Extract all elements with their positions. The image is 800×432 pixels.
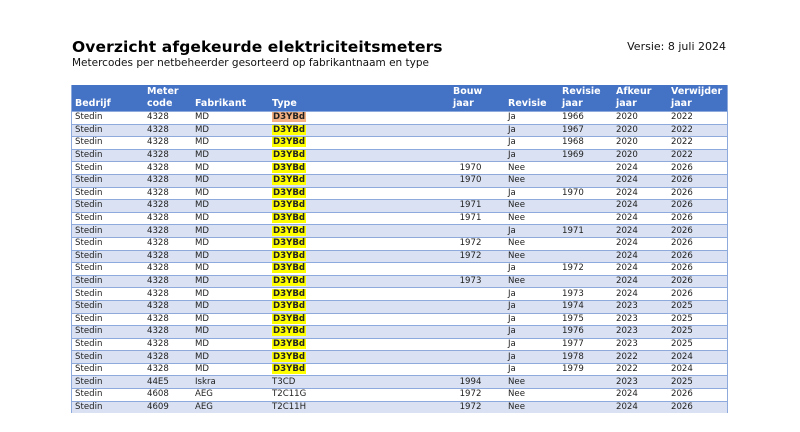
column-header-line1 [195,86,269,98]
cell-bouwjaar [450,149,505,162]
cell-afkeurjaar: 2023 [613,326,668,339]
cell-revisie: Nee [505,376,559,389]
column-header-line1: Meter [147,86,179,97]
version-date: Versie: 8 juli 2024 [627,40,726,53]
cell-type [269,326,450,339]
cell-revisie: Nee [505,200,559,213]
cell-revisie: Ja [505,288,559,301]
column-header-line2: Fabrikant [195,98,247,109]
cell-afkeurjaar: 2020 [613,137,668,150]
cell-verwijderjaar: 2025 [668,326,727,339]
cell-bouwjaar [450,137,505,150]
cell-type [269,250,450,263]
cell-metercode: 4328 [144,174,192,187]
cell-fabrikant: MD [192,338,269,351]
cell-revisie: Ja [505,187,559,200]
meters-table [72,85,727,413]
type-highlight: D3YBd [273,338,306,349]
cell-metercode: 4328 [144,212,192,225]
table-row [72,124,727,137]
column-header-line1: Bouw [453,86,483,97]
cell-verwijderjaar: 2022 [668,124,727,137]
cell-bedrijf: Stedin [72,363,144,376]
cell-revisiejaar: 1975 [559,313,613,326]
cell-verwijderjaar: 2026 [668,225,727,238]
column-header [559,85,613,112]
cell-revisie: Ja [505,124,559,137]
cell-revisiejaar: 1977 [559,338,613,351]
cell-bouwjaar [450,187,505,200]
table-row [72,288,727,301]
column-header-line2: jaar [562,98,583,109]
cell-fabrikant: MD [192,313,269,326]
cell-afkeurjaar: 2022 [613,351,668,364]
table-row [72,389,727,402]
cell-bouwjaar [450,300,505,313]
cell-fabrikant: MD [192,363,269,376]
cell-type [269,174,450,187]
table-row [72,149,727,162]
cell-bouwjaar [450,112,505,125]
cell-metercode: 4328 [144,275,192,288]
cell-bouwjaar: 1972 [450,250,505,263]
cell-metercode: 4328 [144,137,192,150]
cell-fabrikant: MD [192,288,269,301]
column-header-line2: Revisie [508,98,547,109]
cell-revisiejaar: 1967 [559,124,613,137]
cell-fabrikant: Iskra [192,376,269,389]
cell-revisie: Ja [505,313,559,326]
cell-revisiejaar [559,250,613,263]
cell-afkeurjaar: 2024 [613,162,668,175]
table-row [72,275,727,288]
cell-revisie: Nee [505,174,559,187]
cell-metercode: 4328 [144,288,192,301]
cell-bedrijf: Stedin [72,376,144,389]
cell-type [269,300,450,313]
cell-fabrikant: MD [192,174,269,187]
cell-type [269,162,450,175]
cell-verwijderjaar: 2026 [668,174,727,187]
cell-revisiejaar: 1972 [559,263,613,276]
cell-verwijderjaar: 2024 [668,363,727,376]
cell-verwijderjaar: 2026 [668,288,727,301]
cell-verwijderjaar: 2025 [668,338,727,351]
cell-bedrijf: Stedin [72,225,144,238]
cell-fabrikant: MD [192,275,269,288]
table-row [72,162,727,175]
cell-revisie: Ja [505,225,559,238]
cell-bedrijf: Stedin [72,112,144,125]
cell-bouwjaar: 1973 [450,275,505,288]
cell-verwijderjaar: 2022 [668,149,727,162]
table-row [72,212,727,225]
cell-type [269,263,450,276]
cell-bouwjaar [450,288,505,301]
column-header [613,85,668,112]
cell-fabrikant: MD [192,124,269,137]
cell-revisiejaar [559,174,613,187]
type-highlight: D3YBd [273,288,306,299]
type-highlight: D3YBd [273,276,306,287]
cell-verwijderjaar: 2026 [668,200,727,213]
cell-fabrikant: MD [192,237,269,250]
cell-revisie: Ja [505,112,559,125]
type-highlight: D3YBd [273,351,306,362]
cell-bedrijf: Stedin [72,137,144,150]
column-header [72,85,144,112]
cell-verwijderjaar: 2026 [668,187,727,200]
cell-bedrijf: Stedin [72,149,144,162]
cell-type [269,351,450,364]
cell-afkeurjaar: 2024 [613,225,668,238]
cell-revisiejaar [559,162,613,175]
cell-metercode: 4328 [144,124,192,137]
cell-type [269,363,450,376]
column-header-line2: code [147,98,173,109]
cell-metercode: 4328 [144,326,192,339]
type-highlight: D3YBd [273,313,306,324]
cell-verwijderjaar: 2026 [668,250,727,263]
cell-fabrikant: MD [192,200,269,213]
type-highlight: D3YBd [273,162,306,173]
cell-afkeurjaar: 2022 [613,363,668,376]
cell-afkeurjaar: 2020 [613,124,668,137]
cell-fabrikant: MD [192,225,269,238]
document-title: Overzicht afgekeurde elektriciteitsmeters [72,38,443,56]
cell-afkeurjaar: 2024 [613,250,668,263]
cell-bedrijf: Stedin [72,275,144,288]
cell-fabrikant: MD [192,137,269,150]
cell-bouwjaar: 1994 [450,376,505,389]
cell-bouwjaar [450,363,505,376]
cell-afkeurjaar: 2024 [613,275,668,288]
cell-revisie: Ja [505,326,559,339]
cell-fabrikant: MD [192,300,269,313]
cell-type [269,275,450,288]
table-row [72,137,727,150]
cell-metercode: 4608 [144,389,192,402]
table-row [72,237,727,250]
cell-bouwjaar: 1972 [450,401,505,413]
cell-revisiejaar: 1978 [559,351,613,364]
cell-revisie: Nee [505,237,559,250]
column-header [144,85,192,112]
type-highlight: D3YBd [273,301,306,312]
cell-revisiejaar: 1974 [559,300,613,313]
cell-afkeurjaar: 2023 [613,300,668,313]
cell-revisie: Ja [505,300,559,313]
cell-fabrikant: MD [192,187,269,200]
cell-afkeurjaar: 2024 [613,237,668,250]
cell-verwijderjaar: 2026 [668,162,727,175]
cell-revisiejaar [559,376,613,389]
cell-type [269,149,450,162]
column-header [505,85,559,112]
cell-afkeurjaar: 2024 [613,401,668,413]
table-row [72,351,727,364]
cell-type [269,187,450,200]
cell-metercode: 4328 [144,363,192,376]
cell-verwijderjaar: 2026 [668,263,727,276]
cell-bedrijf: Stedin [72,351,144,364]
cell-type [269,338,450,351]
cell-bedrijf: Stedin [72,263,144,276]
type-highlight: D3YBd [273,225,306,236]
cell-afkeurjaar: 2023 [613,376,668,389]
cell-metercode: 4328 [144,250,192,263]
cell-afkeurjaar: 2023 [613,338,668,351]
cell-fabrikant: AEG [192,389,269,402]
cell-revisie: Nee [505,250,559,263]
cell-afkeurjaar: 2023 [613,313,668,326]
cell-revisie: Ja [505,351,559,364]
type-highlight: D3YBd [273,263,306,274]
cell-revisiejaar [559,389,613,402]
cell-revisie: Nee [505,389,559,402]
cell-verwijderjaar: 2024 [668,351,727,364]
cell-bouwjaar [450,351,505,364]
cell-revisie: Ja [505,137,559,150]
table-row [72,338,727,351]
column-header-line2: jaar [453,98,474,109]
cell-verwijderjaar: 2022 [668,137,727,150]
type-highlight: D3YBd [273,200,306,211]
cell-verwijderjaar: 2025 [668,376,727,389]
cell-fabrikant: MD [192,263,269,276]
table-row [72,376,727,389]
cell-bouwjaar [450,326,505,339]
cell-type: T2C11G [269,389,450,402]
table-row [72,313,727,326]
table-body [72,112,727,414]
table-row [72,263,727,276]
cell-revisiejaar: 1968 [559,137,613,150]
cell-verwijderjaar: 2022 [668,112,727,125]
cell-type [269,200,450,213]
cell-revisie: Ja [505,149,559,162]
cell-bouwjaar [450,225,505,238]
cell-verwijderjaar: 2026 [668,212,727,225]
cell-bedrijf: Stedin [72,200,144,213]
cell-bouwjaar [450,338,505,351]
cell-type [269,313,450,326]
cell-metercode: 4328 [144,225,192,238]
cell-revisie: Nee [505,162,559,175]
type-highlight: D3YBd [273,187,306,198]
cell-verwijderjaar: 2026 [668,401,727,413]
table-row [72,112,727,125]
cell-metercode: 4328 [144,149,192,162]
cell-bedrijf: Stedin [72,162,144,175]
cell-type [269,288,450,301]
cell-afkeurjaar: 2020 [613,149,668,162]
cell-verwijderjaar: 2026 [668,389,727,402]
cell-fabrikant: MD [192,250,269,263]
cell-revisie: Ja [505,363,559,376]
cell-revisiejaar: 1970 [559,187,613,200]
column-header-line1 [508,86,559,98]
type-highlight: D3YBd [273,364,306,375]
type-highlight: D3YBd [273,213,306,224]
cell-revisiejaar [559,237,613,250]
cell-revisie: Nee [505,212,559,225]
column-header-line1: Afkeur [616,86,652,97]
table-row [72,326,727,339]
table-row [72,250,727,263]
cell-revisiejaar: 1973 [559,288,613,301]
cell-type [269,212,450,225]
meters-table-container [71,85,728,413]
table-row [72,225,727,238]
cell-revisie: Nee [505,401,559,413]
cell-fabrikant: MD [192,351,269,364]
cell-fabrikant: MD [192,212,269,225]
cell-bouwjaar [450,124,505,137]
column-header [668,85,727,112]
cell-verwijderjaar: 2026 [668,275,727,288]
cell-bedrijf: Stedin [72,313,144,326]
cell-metercode: 4328 [144,200,192,213]
cell-bedrijf: Stedin [72,300,144,313]
table-row [72,401,727,413]
cell-afkeurjaar: 2024 [613,174,668,187]
cell-bedrijf: Stedin [72,187,144,200]
cell-bedrijf: Stedin [72,389,144,402]
cell-bouwjaar [450,263,505,276]
type-highlight: D3YBd [273,112,306,123]
cell-revisiejaar [559,401,613,413]
cell-bouwjaar: 1971 [450,212,505,225]
cell-metercode: 4328 [144,338,192,351]
column-header-line2: jaar [671,98,692,109]
column-header [269,85,450,112]
cell-afkeurjaar: 2024 [613,389,668,402]
cell-bouwjaar: 1972 [450,237,505,250]
cell-type [269,237,450,250]
cell-revisiejaar: 1971 [559,225,613,238]
cell-fabrikant: MD [192,326,269,339]
column-header-line2: Bedrijf [75,98,111,109]
document-subtitle: Metercodes per netbeheerder gesorteerd op fabrikantnaam en type [72,57,429,69]
cell-revisie: Ja [505,338,559,351]
cell-bedrijf: Stedin [72,250,144,263]
cell-verwijderjaar: 2026 [668,237,727,250]
cell-metercode: 4328 [144,263,192,276]
cell-revisiejaar [559,212,613,225]
cell-type [269,124,450,137]
cell-bedrijf: Stedin [72,401,144,413]
type-highlight: D3YBd [273,175,306,186]
cell-bouwjaar: 1970 [450,174,505,187]
cell-bedrijf: Stedin [72,124,144,137]
column-header-line2: Type [272,98,297,109]
cell-revisie: Ja [505,263,559,276]
cell-verwijderjaar: 2025 [668,300,727,313]
cell-bedrijf: Stedin [72,174,144,187]
table-row [72,174,727,187]
column-header [450,85,505,112]
cell-fabrikant: AEG [192,401,269,413]
cell-revisiejaar: 1966 [559,112,613,125]
cell-metercode: 4328 [144,187,192,200]
column-header-line2: jaar [616,98,637,109]
type-highlight: D3YBd [273,124,306,135]
column-header-line1 [272,86,450,98]
cell-bouwjaar [450,313,505,326]
cell-bedrijf: Stedin [72,237,144,250]
table-row [72,300,727,313]
cell-type: T3CD [269,376,450,389]
table-header-row [72,85,727,112]
cell-afkeurjaar: 2020 [613,112,668,125]
cell-revisiejaar: 1969 [559,149,613,162]
cell-revisiejaar [559,200,613,213]
type-highlight: D3YBd [273,250,306,261]
table-row [72,200,727,213]
cell-verwijderjaar: 2025 [668,313,727,326]
cell-bouwjaar: 1970 [450,162,505,175]
cell-metercode: 4609 [144,401,192,413]
column-header [192,85,269,112]
cell-fabrikant: MD [192,162,269,175]
cell-metercode: 4328 [144,313,192,326]
cell-afkeurjaar: 2024 [613,288,668,301]
cell-bedrijf: Stedin [72,326,144,339]
cell-type: T2C11H [269,401,450,413]
cell-bouwjaar: 1971 [450,200,505,213]
type-highlight: D3YBd [273,150,306,161]
cell-bedrijf: Stedin [72,288,144,301]
column-header-line1: Revisie [562,86,601,97]
cell-revisiejaar: 1979 [559,363,613,376]
cell-fabrikant: MD [192,149,269,162]
cell-afkeurjaar: 2024 [613,212,668,225]
cell-bedrijf: Stedin [72,338,144,351]
type-highlight: D3YBd [273,238,306,249]
table-row [72,363,727,376]
cell-metercode: 44E5 [144,376,192,389]
cell-fabrikant: MD [192,112,269,125]
cell-type [269,112,450,125]
column-header-line1: Verwijder [671,86,723,97]
cell-metercode: 4328 [144,237,192,250]
cell-revisiejaar [559,275,613,288]
cell-metercode: 4328 [144,162,192,175]
cell-afkeurjaar: 2024 [613,187,668,200]
cell-type [269,137,450,150]
column-header-line1 [75,86,144,98]
cell-metercode: 4328 [144,112,192,125]
table-row [72,187,727,200]
type-highlight: D3YBd [273,137,306,148]
cell-bouwjaar: 1972 [450,389,505,402]
cell-type [269,225,450,238]
cell-afkeurjaar: 2024 [613,200,668,213]
cell-metercode: 4328 [144,351,192,364]
cell-metercode: 4328 [144,300,192,313]
cell-revisiejaar: 1976 [559,326,613,339]
cell-afkeurjaar: 2024 [613,263,668,276]
cell-bedrijf: Stedin [72,212,144,225]
cell-revisie: Nee [505,275,559,288]
type-highlight: D3YBd [273,326,306,337]
